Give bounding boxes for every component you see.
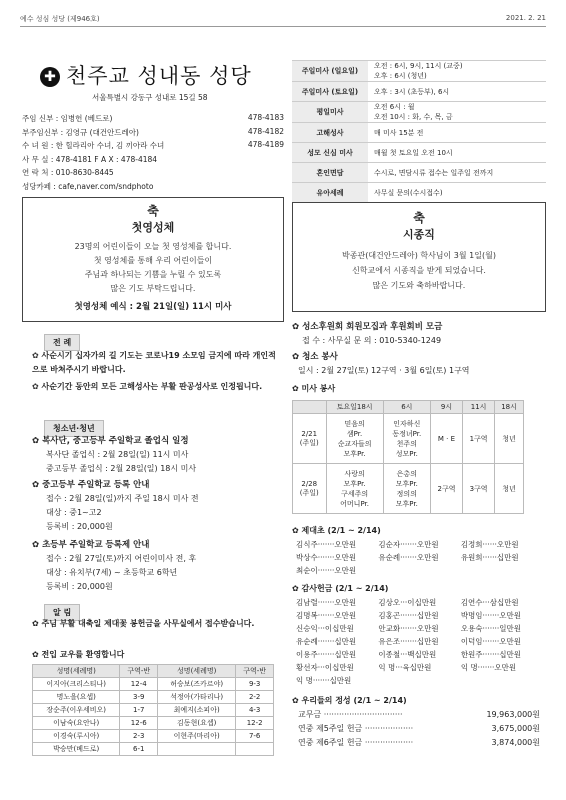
- thanks-entry: 이종철···백십만원: [378, 650, 437, 659]
- transfer-cell: [236, 743, 274, 756]
- mass-value: [368, 143, 546, 163]
- thanks-entry: 안교화·······오만원: [378, 624, 439, 633]
- mass-key: 평일미사: [292, 102, 368, 123]
- mass-value: [368, 82, 546, 102]
- acolyte-title: 시종직: [403, 228, 435, 241]
- thanks-row: [296, 661, 542, 674]
- graduation-item: [32, 434, 282, 476]
- section-title: 미사 봉사: [301, 384, 336, 393]
- thanks-row: [296, 635, 542, 648]
- ms-line: 2구역: [437, 484, 456, 493]
- ms-head-row: [293, 401, 524, 414]
- transfer-col-header: 구역-반: [120, 665, 158, 678]
- first-communion-text: [23, 240, 283, 296]
- offering-amount: 19,963,000원: [486, 710, 540, 719]
- section-label: 청소년·청년: [44, 420, 104, 437]
- staff-label: 주임 신부 : 임병헌 (베드로): [22, 114, 113, 123]
- ms-line: 모후Pr.: [395, 499, 418, 508]
- altar-candle-section: [292, 524, 546, 577]
- flower-bullet-icon: ✿: [292, 584, 302, 593]
- staff-row: [22, 113, 284, 124]
- transfer-cell: 7-6: [236, 730, 274, 743]
- candle-entry: [461, 564, 542, 577]
- thanks-entry: 유은조·······십만원: [378, 637, 439, 646]
- mass-key: 유아세례: [292, 183, 368, 203]
- thanks-entry: 한원주·······십만원: [460, 650, 521, 659]
- ms-line: 모후Pr.: [395, 479, 418, 488]
- ms-line: 천주의: [396, 439, 417, 448]
- flower-bullet-icon: ✿: [32, 382, 42, 391]
- mass-row: [292, 163, 546, 183]
- ms-line: 사랑의: [344, 469, 365, 478]
- vocation-section: [292, 320, 546, 348]
- section-label: 알 림: [44, 604, 80, 621]
- elementary-item: [32, 538, 282, 594]
- item-text: 사순기간 동안의 모든 고해성사는 부활 판공성사로 인정됩니다.: [41, 382, 263, 391]
- item-line: 일시 : 2월 27일(토) 12구역 · 3월 6일(토) 1구역: [298, 366, 470, 375]
- thanks-row: [296, 622, 542, 635]
- staff-label: 수 녀 원 : 한 힐라리아 수녀, 김 끼아라 수녀: [22, 141, 165, 150]
- item-line: 복사단 졸업식 : 2월 28일(일) 11시 미사: [46, 450, 189, 459]
- transfer-head: [33, 665, 274, 678]
- ms-line: 3구역: [469, 484, 488, 493]
- offering-label: 교무금 ·······························: [298, 710, 403, 719]
- celebrate-badge: 축: [413, 211, 425, 225]
- ms-line: 동정녀Pr.: [392, 429, 422, 438]
- offering-amount: 3,874,000원: [491, 738, 540, 747]
- fc-line: 23명의 어린이들이 오늘 첫 영성체를 합니다.: [74, 242, 232, 251]
- transfer-row: [33, 691, 274, 704]
- item-line: 대상 : 중1~고2: [46, 508, 102, 517]
- thanks-entry: 김명복·······오만원: [296, 611, 357, 620]
- item-title: 복사단, 중고등부 주일학교 졸업식 일정: [42, 436, 189, 446]
- flower-bullet-icon: ✿: [32, 650, 42, 659]
- flower-bullet-icon: ✿: [292, 352, 303, 362]
- ac-line: 신학교에서 시종직을 받게 되었습니다.: [352, 266, 486, 275]
- header-bar: [20, 14, 546, 24]
- middle-school-item: [32, 478, 282, 534]
- transfer-cell: 12-2: [236, 717, 274, 730]
- mass-value: [368, 102, 546, 123]
- ms-line: 인자하신: [393, 419, 421, 428]
- mass-line: 오후 : 3시 (초등부), 6시: [374, 87, 450, 96]
- thanks-entry: 이용주·······십만원: [296, 650, 357, 659]
- transfer-col-header: 성명(세례명): [33, 665, 120, 678]
- candle-entry: 김식주·······오만원: [296, 540, 357, 549]
- mass-value: [368, 163, 546, 183]
- ms-col-header: 6시: [383, 401, 430, 414]
- transfer-cell: 최예지(소피아): [158, 704, 236, 717]
- transfer-col-header: 성명(세례명): [158, 665, 236, 678]
- transfer-row: [33, 717, 274, 730]
- mass-schedule-table: [292, 60, 546, 203]
- section-title: 우리들의 정성 (2/1 ~ 2/14): [301, 696, 407, 705]
- issue-label: 예수 성심 성당 (제946호): [20, 15, 100, 23]
- mass-key: 주일미사 (토요일): [292, 82, 368, 102]
- staff-row: [22, 127, 284, 138]
- thanks-row: [296, 674, 542, 687]
- mass-line: 오전 10시 : 화, 수, 목, 금: [374, 113, 453, 121]
- ms-cell: [430, 414, 462, 464]
- candle-entry: [378, 564, 459, 577]
- transfer-row: [33, 704, 274, 717]
- ms-cell: [463, 464, 495, 514]
- transfer-cell: 이경숙(루시아): [33, 730, 120, 743]
- fc-line: 많은 기도 부탁드립니다.: [110, 284, 196, 293]
- ms-line: 구세주의: [341, 489, 369, 498]
- candle-entry: 김정희······오만원: [460, 540, 519, 549]
- ms-line: M · E: [437, 434, 456, 443]
- thanks-entry: 김남렬·······오만원: [296, 598, 357, 607]
- thanks-entry: 이덕임·······오만원: [460, 637, 521, 646]
- mass-line: 수시로, 면담시류 접수는 일주일 전까지: [374, 168, 494, 177]
- staff-phone: 478-4182: [247, 126, 284, 136]
- first-communion-box: [22, 197, 284, 322]
- issue-date: 2021. 2. 21: [505, 14, 546, 22]
- transfer-cell: 12-6: [120, 717, 158, 730]
- thanks-entry: 익 명···육십만원: [378, 663, 432, 672]
- transfer-cell: [158, 743, 236, 756]
- transfer-cell: 석정아(가타리나): [158, 691, 236, 704]
- offering-section: [292, 694, 546, 750]
- ms-col-header: [293, 401, 327, 414]
- ms-row: [293, 464, 524, 514]
- flower-bullet-icon: ✿: [292, 322, 303, 332]
- mass-line: 오후 : 6시 (청년): [374, 72, 427, 80]
- ms-cell: [326, 414, 383, 464]
- ms-line: 청년: [502, 484, 516, 493]
- thanks-entry: 익 명·······십만원: [296, 676, 352, 685]
- ac-line: 많은 기도와 축하바랍니다.: [372, 281, 466, 290]
- transfer-cell: 4-3: [236, 704, 274, 717]
- offering-label: 연중 제5주일 헌금 ···················: [298, 724, 414, 733]
- transfer-table: [32, 664, 274, 756]
- mass-row: [292, 102, 546, 123]
- ms-cell: [326, 464, 383, 514]
- ms-line: 1구역: [469, 434, 488, 443]
- transfer-cell: 9-3: [236, 678, 274, 691]
- acolyte-box: [292, 202, 546, 312]
- notice-item: [32, 648, 282, 662]
- thanks-entry: 오용숙·······일만원: [460, 624, 521, 633]
- ms-cell: [293, 464, 327, 514]
- fc-line: 주님과 하나되는 기쁨을 누릴 수 있도록: [84, 270, 222, 279]
- parish-logo-icon: ✚: [40, 67, 60, 87]
- liturgy-label: [44, 330, 80, 351]
- offering-row: [298, 722, 540, 736]
- thanks-entry: 김홍곤·······십만원: [378, 611, 439, 620]
- cleaning-section: [292, 350, 546, 378]
- staff-row: [22, 154, 284, 165]
- flower-bullet-icon: ✿: [32, 619, 42, 628]
- mass-key: 주일미사 (일요일): [292, 61, 368, 82]
- ms-line: 성모Pr.: [395, 449, 418, 458]
- ms-line: 2/28: [301, 479, 318, 488]
- ms-cell: [430, 464, 462, 514]
- candle-entry: 유순례·······오만원: [378, 553, 439, 562]
- transfer-row: [33, 743, 274, 756]
- flower-bullet-icon: ✿: [32, 540, 43, 550]
- item-title: 초등부 주일학교 등록제 안내: [42, 540, 150, 550]
- item-title: 중고등부 주일학교 등록 안내: [42, 480, 150, 490]
- item-line: 대상 : 유치부(7세) ~ 초등학교 6학년: [46, 568, 178, 577]
- flower-bullet-icon: ✿: [292, 384, 302, 393]
- flower-bullet-icon: ✿: [32, 351, 42, 360]
- liturgy-item: [32, 380, 282, 394]
- staff-row: [22, 140, 284, 151]
- section-title: 감사헌금 (2/1 ~ 2/14): [301, 584, 389, 593]
- ms-line: 샘Pr.: [346, 429, 363, 438]
- first-communion-footer: 첫영성체 예식 : 2월 21일(일) 11시 미사: [74, 302, 232, 312]
- ms-row: [293, 414, 524, 464]
- ms-line: (주일): [299, 438, 319, 447]
- ms-col-header: 11시: [463, 401, 495, 414]
- liturgy-item: [32, 349, 282, 377]
- mass-service-title: [292, 382, 335, 396]
- first-communion-title: 첫영성체: [131, 221, 175, 234]
- mass-line: 매 미사 15분 전: [374, 128, 424, 137]
- transfer-cell: 1-7: [120, 704, 158, 717]
- mass-row: [292, 183, 546, 203]
- mass-value: [368, 61, 546, 82]
- staff-label: 부주임신부 : 김영규 (대건안드레아): [22, 127, 139, 137]
- thanks-entry: 박명임·······오만원: [460, 611, 521, 620]
- transfer-cell: 장순주(이우세비오): [33, 704, 120, 717]
- mass-value: [368, 123, 546, 143]
- ms-cell: [383, 464, 430, 514]
- transfer-cell: 이현주(마리아): [158, 730, 236, 743]
- mass-value: [368, 183, 546, 203]
- candle-row: [296, 564, 542, 577]
- staff-label: 사 무 실 : 478-4181 F A X : 478-4184: [22, 154, 158, 164]
- acolyte-text: [293, 248, 545, 293]
- flower-bullet-icon: ✿: [292, 526, 302, 535]
- mass-key: 혼인면담: [292, 163, 368, 183]
- staff-label: 성당카페 : cafe,naver.com/sndphoto: [22, 181, 154, 191]
- mass-line: 오전 : 6시, 9시, 11시 (교중): [374, 62, 463, 70]
- transfer-cell: 12-4: [120, 678, 158, 691]
- item-line: 중고등부 졸업식 : 2월 28일(일) 18시 미사: [46, 464, 197, 473]
- ms-line: 정의의: [396, 489, 417, 498]
- thanks-entry: 신승익···이십만원: [296, 624, 354, 633]
- item-line: 등록비 : 20,000원: [46, 582, 113, 591]
- thanks-entry: [378, 674, 459, 687]
- ms-cell: [383, 414, 430, 464]
- celebrate-badge: 축: [147, 204, 159, 218]
- thanks-row: [296, 609, 542, 622]
- item-line: 접수 : 2월 28일(일)까지 주일 18시 미사 전: [46, 494, 199, 503]
- item-line: 등록비 : 20,000원: [46, 522, 113, 531]
- mass-line: 사무실 문의(수시접수): [374, 188, 443, 197]
- thanks-entry: 황선자···이십만원: [296, 663, 354, 672]
- transfer-cell: 허승보(즈카르야): [158, 678, 236, 691]
- candle-entry: 유원희······십만원: [460, 553, 519, 562]
- staff-row: [22, 181, 284, 192]
- ms-line: 모후Pr.: [343, 479, 366, 488]
- mass-line: 매월 첫 토요일 오전 10시: [374, 148, 453, 157]
- offering-amount: 3,675,000원: [491, 724, 540, 733]
- offering-row: [298, 736, 540, 750]
- ms-cell: [463, 414, 495, 464]
- mass-line: 오전 6시 : 월: [374, 103, 415, 111]
- transfer-cell: 6-1: [120, 743, 158, 756]
- candle-entry: 최순이·······오만원: [296, 566, 357, 575]
- thanks-entry: 유순례·······십만원: [296, 637, 357, 646]
- thanks-entry: 김상오···이십만원: [378, 598, 437, 607]
- transfer-cell: 박승만(베드로): [33, 743, 120, 756]
- mass-service-table: [292, 400, 524, 514]
- ms-line: 순교자들의: [337, 439, 372, 448]
- transfer-cell: 2-3: [120, 730, 158, 743]
- offering-row: [298, 708, 540, 722]
- item-text: 사순시기 십자가의 길 기도는 코로나19 소모임 금지에 따라 개인적으로 바쳐주시기 바랍니다.: [32, 351, 276, 374]
- mass-row: [292, 123, 546, 143]
- section-title: 성소후원회 회원모집과 후원회비 모금: [302, 322, 443, 332]
- transfer-cell: 김동현(요셉): [158, 717, 236, 730]
- flower-bullet-icon: ✿: [32, 436, 43, 446]
- ms-cell: [495, 464, 524, 514]
- ms-line: 청년: [502, 434, 516, 443]
- transfer-cell: 이남숙(요안나): [33, 717, 120, 730]
- flower-bullet-icon: ✿: [32, 480, 43, 490]
- staff-phone: 478-4183: [247, 113, 284, 122]
- ms-cell: [495, 414, 524, 464]
- ms-cell: [293, 414, 327, 464]
- staff-row: [22, 167, 284, 178]
- parish-title: 천주교 성내동 성당: [66, 64, 252, 88]
- candle-entry: 박상수·······오만원: [296, 553, 357, 562]
- transfer-cell: 3-9: [120, 691, 158, 704]
- thanks-entry: 익 명·······오만원: [460, 663, 517, 672]
- parish-address: 서울특별시 강동구 성내로 15길 58: [92, 93, 208, 102]
- thanks-entry: 김연수···삼십만원: [460, 598, 519, 607]
- transfer-cell: 2-2: [236, 691, 274, 704]
- mass-row: [292, 143, 546, 163]
- header-divider: [20, 26, 546, 27]
- mass-key: 고해성사: [292, 123, 368, 143]
- ms-col-header: 토요일18시: [326, 401, 383, 414]
- section-title: 제대초 (2/1 ~ 2/14): [301, 526, 381, 535]
- transfer-row: [33, 730, 274, 743]
- ms-line: 믿음의: [344, 419, 365, 428]
- transfer-col-header: 구역-반: [236, 665, 274, 678]
- ms-line: (주일): [299, 488, 319, 497]
- mass-row: [292, 61, 546, 82]
- ac-line: 박종관(대건안드레아) 학사님이 3월 1일(월): [342, 251, 496, 260]
- thanks-offering-section: [292, 582, 546, 687]
- thanks-row: [296, 648, 542, 661]
- candle-row: [296, 538, 542, 551]
- staff-phone: 478-4189: [247, 140, 284, 149]
- transfer-cell: 명노을(요셉): [33, 691, 120, 704]
- item-text: 전입 교우를 환영합니다: [41, 650, 125, 659]
- transfer-cell: 이지아(크리스티나): [33, 678, 120, 691]
- flower-bullet-icon: ✿: [292, 696, 302, 705]
- ms-line: 모후Pr.: [343, 449, 366, 458]
- mass-key: 성모 신심 미사: [292, 143, 368, 163]
- item-text: 주님 부활 대축일 제대꽃 봉헌금을 사무실에서 접수받습니다.: [41, 619, 255, 628]
- mass-row: [292, 82, 546, 102]
- ms-col-header: 9시: [430, 401, 462, 414]
- ms-col-header: 18시: [495, 401, 524, 414]
- ms-line: 어머니Pr.: [340, 499, 370, 508]
- ms-line: 은총의: [396, 469, 417, 478]
- fc-line: 첫 영성체를 통해 우리 어린이들이: [93, 256, 213, 265]
- section-title: 청소 봉사: [302, 352, 338, 362]
- notice-item: [32, 617, 282, 631]
- item-line: 접수 : 2월 27일(토)까지 어린이미사 전, 후: [46, 554, 197, 563]
- transfer-row: [33, 678, 274, 691]
- candle-entry: 김순자·······오만원: [378, 540, 439, 549]
- section-label: 전 례: [44, 334, 80, 351]
- offering-label: 연중 제6주일 헌금 ···················: [298, 738, 414, 747]
- staff-label: 연 락 처 : 010-8630-8445: [22, 168, 114, 177]
- thanks-row: [296, 596, 542, 609]
- thanks-entry: [461, 674, 542, 687]
- candle-row: [296, 551, 542, 564]
- ms-line: 2/21: [301, 429, 318, 438]
- item-line: 접 수 : 사무실 문 의 : 010-5340-1249: [302, 336, 442, 345]
